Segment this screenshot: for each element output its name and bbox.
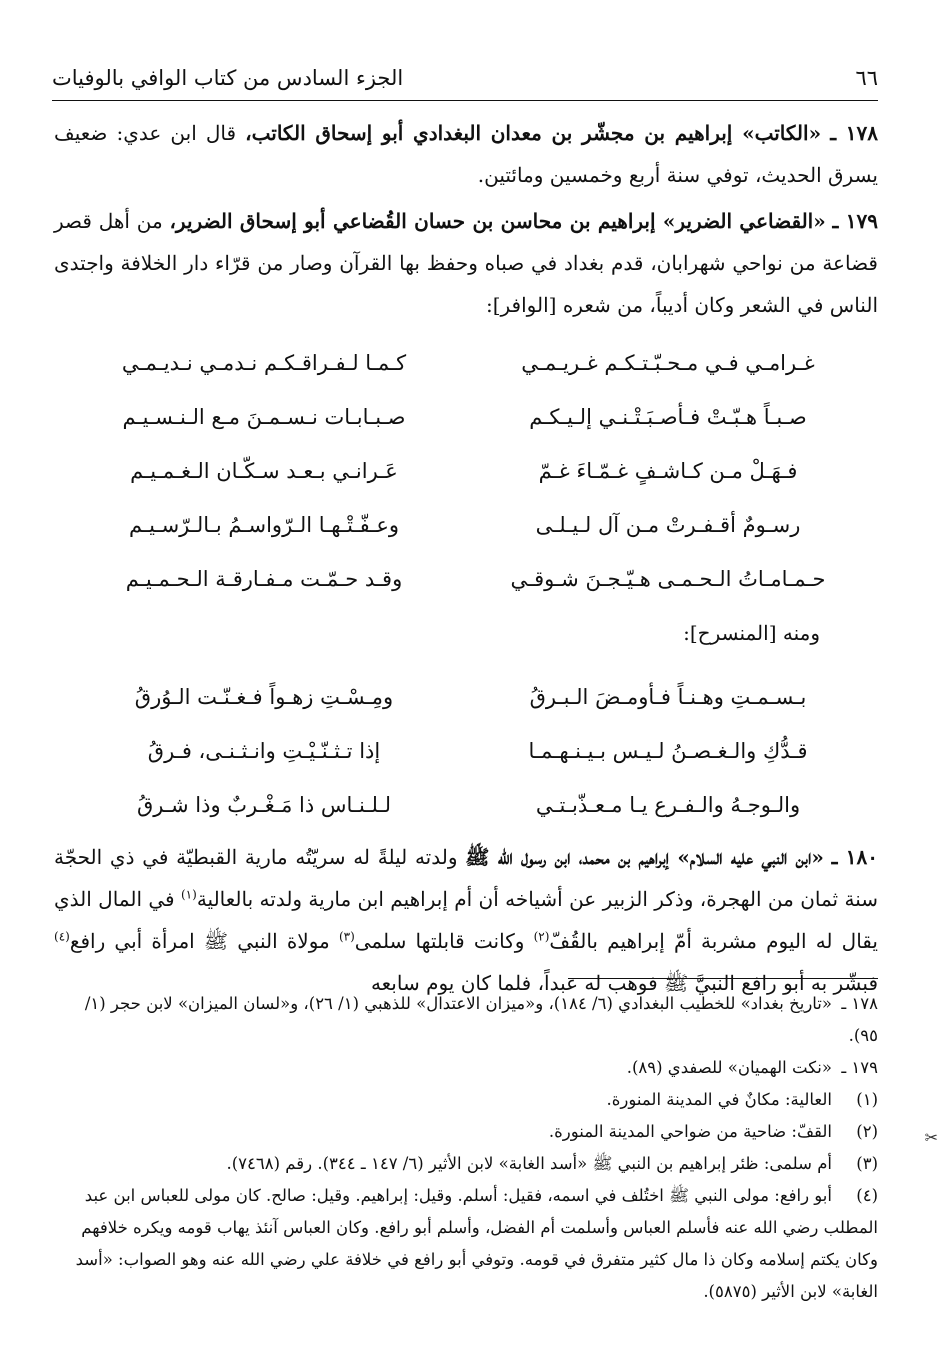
entry-number: ١٧٨ ـ bbox=[830, 121, 878, 145]
verse-second-hemistich: عَـرانـي بـعـد سـكّـان الـغـمـيـم bbox=[130, 459, 398, 483]
footnote-item bbox=[54, 988, 878, 1052]
verse-second-hemistich: وعـفّـتْـهـا الـرّواسـمُ بـالـرّسـيـم bbox=[128, 513, 400, 537]
verse-line bbox=[54, 670, 878, 724]
entry-body: مولاة النبي ﷺ امرأة أبي رافع bbox=[69, 929, 339, 953]
poem-wafir bbox=[54, 336, 878, 606]
footnote-ref-4[interactable]: (٤) bbox=[54, 929, 70, 944]
footnote-text: «نكت الهميان» للصفدي (٨٩). bbox=[626, 1058, 832, 1077]
verse-second-hemistich: وقـد حـمّـت مـفـارقـة الـحـمـيـم bbox=[125, 567, 403, 591]
verse-first-hemistich: حـمـامـاتُ الـحـمـى هـيّـجـنَ شـوقـي bbox=[510, 567, 826, 591]
footnote-text: «تاريخ بغداد» للخطيب البغدادي (٦/ ١٨٤)، و«ميزان الاعتدال» للذهبي (١/ ٢٦)، و«لسان الميزان» لابن حجر (١/ ٩٥). bbox=[84, 994, 878, 1045]
footnote-label: (١) bbox=[856, 1090, 878, 1109]
verse-first-hemistich: قـدُّكِ والـغـصـنُ لـيـس بـيـنـهـمـا bbox=[528, 739, 808, 763]
verse-line bbox=[54, 336, 878, 390]
footnote-label: (٣) bbox=[856, 1154, 878, 1173]
footnote-label: ١٧٩ ـ bbox=[841, 1058, 878, 1077]
footnote-item bbox=[54, 1052, 878, 1084]
entry-body: في المال الذي يقال له اليوم مشربة أمّ إبراهيم بالقُفّ bbox=[54, 887, 878, 953]
entry-number: ١٧٩ ـ bbox=[832, 209, 879, 233]
verse-second-hemistich: لـلـنـاس ذا مَـغْـربٌ وذا شـرقُ bbox=[136, 793, 392, 817]
verse-first-hemistich: بـسـمـتِ وهـنـاً فـأومـضَ الـبـرقُ bbox=[529, 685, 807, 709]
verse-line bbox=[54, 724, 878, 778]
footnote-ref-3[interactable]: (٣) bbox=[338, 929, 355, 944]
entry-body: قال ابن عدي: ضعيف يسرق الحديث، توفي سنة أربع وخمسين ومائتين. bbox=[54, 121, 878, 187]
footnote-item bbox=[54, 1084, 878, 1116]
entry-heading: «ابن النبي عليه السلام» إبراهيم بن محمد، ابن رسول الله ﷺ bbox=[465, 845, 824, 869]
scissors-icon: ✂ bbox=[924, 1128, 938, 1147]
entry-heading: «الكاتب» إبراهيم بن مجشّر بن معدان البغدادي أبو إسحاق الكاتب، bbox=[245, 121, 822, 145]
entry-body: من أهل قصر قضاعة من نواحي شهرابان، قدم بغداد في صباه وحفظ بها القرآن وصار من قرّاء دار الخلافة واجتدى الناس في الشعر وكان أديباً، من شعره [الوافر]: bbox=[54, 209, 878, 317]
verse-second-hemistich: صـبـابـات نـسـمـنَ مـع الـنـسـيـم bbox=[122, 405, 406, 429]
entry-body: فبشّر به أبو رافع النبيَّ ﷺ فوهب له عبداً، فلما كان يوم سابعه bbox=[370, 971, 878, 995]
footnote-item bbox=[54, 1116, 878, 1148]
poem-intro: ومنه [المنسرح]: bbox=[683, 621, 820, 645]
main-text bbox=[54, 112, 878, 1004]
header-title: الجزء السادس من كتاب الوافي بالوفيات bbox=[52, 66, 404, 90]
verse-first-hemistich: والـوجـهُ والـفـرع يـا مـعـذّبـتـي bbox=[535, 793, 801, 817]
footnote-item bbox=[54, 1148, 878, 1180]
footnote-divider bbox=[568, 978, 878, 979]
footnote-ref-1[interactable]: (١) bbox=[180, 887, 197, 902]
verse-first-hemistich: غـرامـي فـي مـحـبّـتـكـم غـريـمـي bbox=[521, 351, 815, 375]
footnote-ref-2[interactable]: (٢) bbox=[533, 929, 550, 944]
verse-line bbox=[54, 498, 878, 552]
footnote-text: العالية: مكانٌ في المدينة المنورة. bbox=[606, 1090, 832, 1109]
footnote-text: القفّ: ضاحية من ضواحي المدينة المنورة. bbox=[548, 1122, 832, 1141]
footnote-label: (٢) bbox=[856, 1122, 878, 1141]
footnote-text: أبو رافع: مولى النبي ﷺ اختُلف في اسمه، فقيل: أسلم. وقيل: إبراهيم. وقيل: صالح. كان مولى للعباس ابن عبد المطلب رضي الله عنه فأسلم العباس وأسلمت أم الفضل، وأسلم أبو رافع. وكان العباس آنئذ يهاب قومه ويكره خلافهم وكان يكتم إسلامه وكان ذا مال كثير متفرق في قومه. وتوفي أبو رافع في خلافة علي رضي الله عنه وهو الصواب: «أسد الغابة» لابن الأثير (٥٨٧٥). bbox=[75, 1186, 878, 1301]
verse-line bbox=[54, 444, 878, 498]
entry-178 bbox=[54, 112, 878, 196]
footnote-label: ١٧٨ ـ bbox=[841, 994, 878, 1013]
verse-second-hemistich: كـمـا لـفـراقـكـم نـدمـي نـديـمـي bbox=[121, 351, 407, 375]
footnote-text: أم سلمى: ظئر إبراهيم بن النبي ﷺ «أسد الغابة» لابن الأثير (٦/ ١٤٧ ـ ٣٤٤). رقم (٧٤٦٨). bbox=[226, 1154, 832, 1173]
footnote-item bbox=[54, 1180, 878, 1308]
verse-first-hemistich: رسـومٌ أقـفـرتْ مـن آل لـيـلـى bbox=[535, 513, 801, 537]
poem-munsarih bbox=[54, 670, 878, 832]
entry-179 bbox=[54, 200, 878, 326]
verse-line bbox=[54, 390, 878, 444]
running-header bbox=[52, 56, 878, 101]
verse-second-hemistich: ومِـسْـتِ زهـواً فـغـنّـت الـوُرقُ bbox=[134, 685, 394, 709]
entry-heading: «القضاعي الضرير» إبراهيم بن محاسن بن حسان القُضاعي أبو إسحاق الضرير، bbox=[169, 209, 826, 233]
page-number: ٦٦ bbox=[855, 66, 878, 90]
verse-second-hemistich: إذا تـثـنّـيْـتِ وانـثـنـى، فـرقُ bbox=[147, 739, 381, 763]
entry-body: ولدته ليلةً له سريّتُه مارية القبطيّة في ذي الحجّة سنة ثمان من الهجرة، وذكر الزبير عن أشياخه أن أم إبراهيم ابن مارية ولدته بالعالية bbox=[54, 845, 878, 911]
verse-first-hemistich: فـهَـلْ مـن كـاشـفٍ غـمّـاءَ غـمّ bbox=[538, 459, 798, 483]
verse-line bbox=[54, 778, 878, 832]
footnote-label: (٤) bbox=[856, 1186, 878, 1205]
entry-body: وكانت قابلتها سلمى bbox=[354, 929, 534, 953]
verse-first-hemistich: صـبـاً هـبّـتْ فـأصـبَـتْـنـي إلـيـكـم bbox=[529, 405, 807, 429]
entry-number: ١٨٠ ـ bbox=[831, 845, 878, 869]
verse-line bbox=[54, 552, 878, 606]
